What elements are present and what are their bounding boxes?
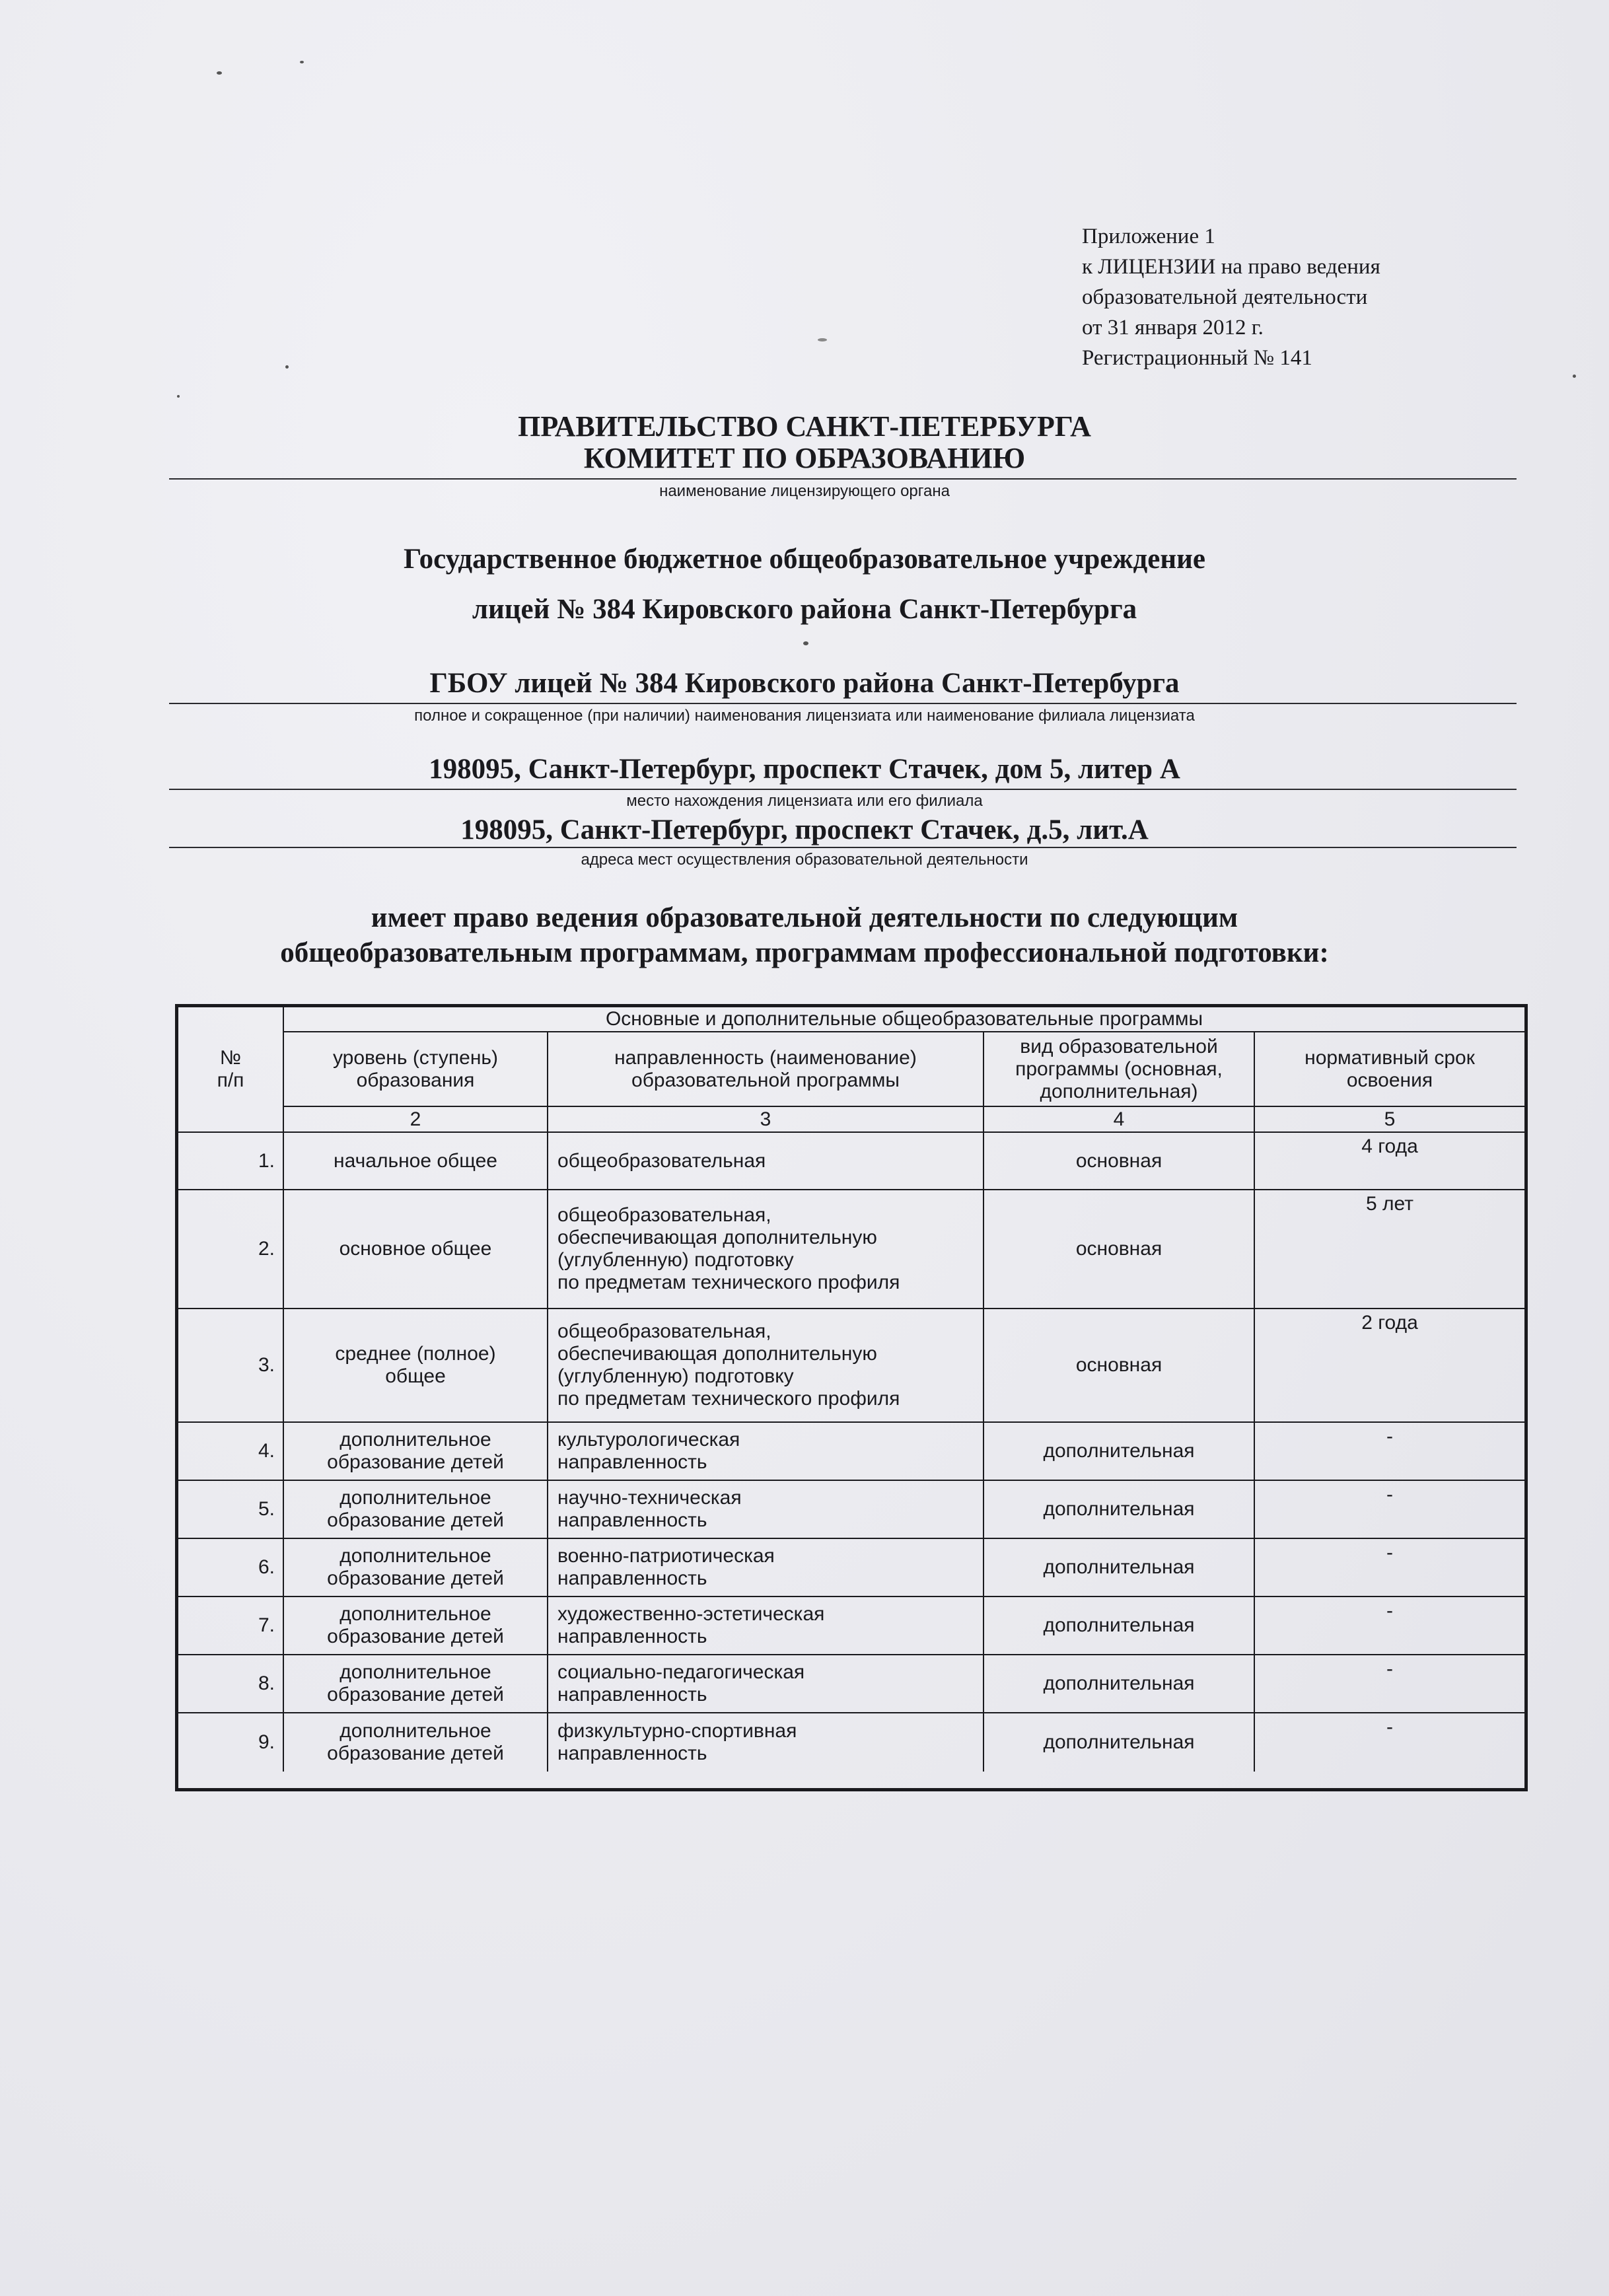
- appendix-line: Приложение 1: [1082, 225, 1215, 248]
- cell-kind: основная: [984, 1190, 1255, 1309]
- licensee-short-name: ГБОУ лицей № 384 Кировского района Санкт-Петербурга: [429, 668, 1180, 699]
- cell-kind: основная: [984, 1133, 1255, 1190]
- cell-num: 5.: [178, 1481, 284, 1539]
- column-number: 3: [548, 1107, 984, 1133]
- activity-address: 198095, Санкт-Петербург, проспект Стачек, д.5, лит.А: [460, 814, 1149, 845]
- cell-direction: социально-педагогическая направленность: [548, 1655, 984, 1713]
- appendix-block: [1082, 221, 1544, 373]
- divider: [169, 789, 1517, 790]
- cell-num: 9.: [178, 1713, 284, 1772]
- cell-term: -: [1255, 1597, 1524, 1655]
- scan-speck: [803, 641, 808, 645]
- authority-subtitle: КОМИТЕТ ПО ОБРАЗОВАНИЮ: [583, 442, 1026, 474]
- scan-speck: [1573, 375, 1576, 378]
- cell-term: -: [1255, 1539, 1524, 1597]
- column-number: 4: [984, 1107, 1255, 1133]
- authority-caption: наименование лицензирующего органа: [659, 482, 950, 500]
- cell-kind: дополнительная: [984, 1597, 1255, 1655]
- header-num: № п/п: [178, 1007, 284, 1133]
- cell-kind: дополнительная: [984, 1481, 1255, 1539]
- cell-term: -: [1386, 1716, 1393, 1738]
- cell-term: 2 года: [1255, 1309, 1524, 1423]
- cell-term: 5 лет: [1255, 1190, 1524, 1309]
- cell-kind: основная: [984, 1309, 1255, 1423]
- appendix-line: образовательной деятельности: [1082, 285, 1368, 309]
- appendix-line: от 31 января 2012 г.: [1082, 316, 1264, 340]
- cell-direction: художественно-эстетическая направленность: [548, 1597, 984, 1655]
- cell-num: 7.: [178, 1597, 284, 1655]
- cell-direction: общеобразовательная: [548, 1133, 984, 1190]
- cell-term: -: [1255, 1481, 1524, 1539]
- cell-term: -: [1255, 1655, 1524, 1713]
- appendix-line: к ЛИЦЕНЗИИ на право ведения: [1082, 255, 1380, 279]
- scan-speck: [217, 71, 222, 75]
- cell-num: 8.: [178, 1655, 284, 1713]
- licensee-caption: полное и сокращенное (при наличии) наименования лицензиата или наименование филиала лицензиата: [414, 707, 1195, 725]
- statement-line1: имеет право ведения образовательной деятельности по следующим: [371, 902, 1238, 933]
- cell-num: 6.: [178, 1539, 284, 1597]
- cell-num: 1.: [178, 1133, 284, 1190]
- column-number: 5: [1255, 1107, 1524, 1133]
- header-level: уровень (ступень) образования: [284, 1032, 548, 1107]
- cell-level: начальное общее: [284, 1133, 548, 1190]
- authority-title: ПРАВИТЕЛЬСТВО САНКТ-ПЕТЕРБУРГА: [518, 410, 1091, 443]
- cell-kind: дополнительная: [984, 1713, 1255, 1772]
- activity-address-caption: адреса мест осуществления образовательной деятельности: [581, 851, 1028, 869]
- cell-num: 3.: [178, 1309, 284, 1423]
- cell-term: 4 года: [1255, 1133, 1524, 1190]
- cell-level: дополнительное образование детей: [284, 1655, 548, 1713]
- licensee-full-name-line2: лицей № 384 Кировского района Санкт-Петербурга: [472, 594, 1137, 625]
- divider: [169, 703, 1517, 704]
- divider: [169, 478, 1517, 480]
- cell-direction: научно-техническая направленность: [548, 1481, 984, 1539]
- programs-table: [175, 1004, 1528, 1791]
- cell-num: 4.: [178, 1423, 284, 1481]
- cell-kind: дополнительная: [984, 1539, 1255, 1597]
- cell-kind: дополнительная: [984, 1423, 1255, 1481]
- cell-num: 2.: [178, 1190, 284, 1309]
- cell-direction: общеобразовательная, обеспечивающая дополнительную (углубленную) подготовку по предметам технического профиля: [548, 1309, 984, 1423]
- cell-level: основное общее: [284, 1190, 548, 1309]
- scan-speck: [177, 395, 180, 398]
- cell-term: -: [1255, 1423, 1524, 1481]
- appendix-line: Регистрационный № 141: [1082, 346, 1312, 370]
- scan-speck: [285, 365, 289, 369]
- scan-speck: [300, 61, 304, 63]
- header-direction: направленность (наименование) образовательной программы: [548, 1032, 984, 1107]
- statement-line2: общеобразовательным программам, программам профессиональной подготовки:: [280, 937, 1329, 968]
- header-group: Основные и дополнительные общеобразовательные программы: [284, 1007, 1524, 1032]
- cell-level: дополнительное образование детей: [284, 1423, 548, 1481]
- header-kind: вид образовательной программы (основная, дополнительная): [984, 1032, 1255, 1107]
- cell-direction: общеобразовательная, обеспечивающая дополнительную (углубленную) подготовку по предметам технического профиля: [548, 1190, 984, 1309]
- location-caption: место нахождения лицензиата или его филиала: [626, 792, 983, 810]
- header-term: нормативный срок освоения: [1255, 1032, 1524, 1107]
- scan-speck: [818, 338, 827, 341]
- column-number: 2: [284, 1107, 548, 1133]
- location-address: 198095, Санкт-Петербург, проспект Стачек, дом 5, литер А: [429, 754, 1180, 785]
- cell-level: дополнительное образование детей: [284, 1713, 548, 1772]
- cell-level: дополнительное образование детей: [284, 1539, 548, 1597]
- cell-level: дополнительное образование детей: [284, 1481, 548, 1539]
- cell-direction: военно-патриотическая направленность: [548, 1539, 984, 1597]
- cell-level: среднее (полное) общее: [284, 1309, 548, 1423]
- cell-kind: дополнительная: [984, 1655, 1255, 1713]
- cell-direction: физкультурно-спортивная направленность: [548, 1713, 984, 1772]
- licensee-full-name-line1: Государственное бюджетное общеобразовательное учреждение: [404, 544, 1205, 575]
- cell-level: дополнительное образование детей: [284, 1597, 548, 1655]
- cell-direction: культурологическая направленность: [548, 1423, 984, 1481]
- divider: [169, 847, 1517, 848]
